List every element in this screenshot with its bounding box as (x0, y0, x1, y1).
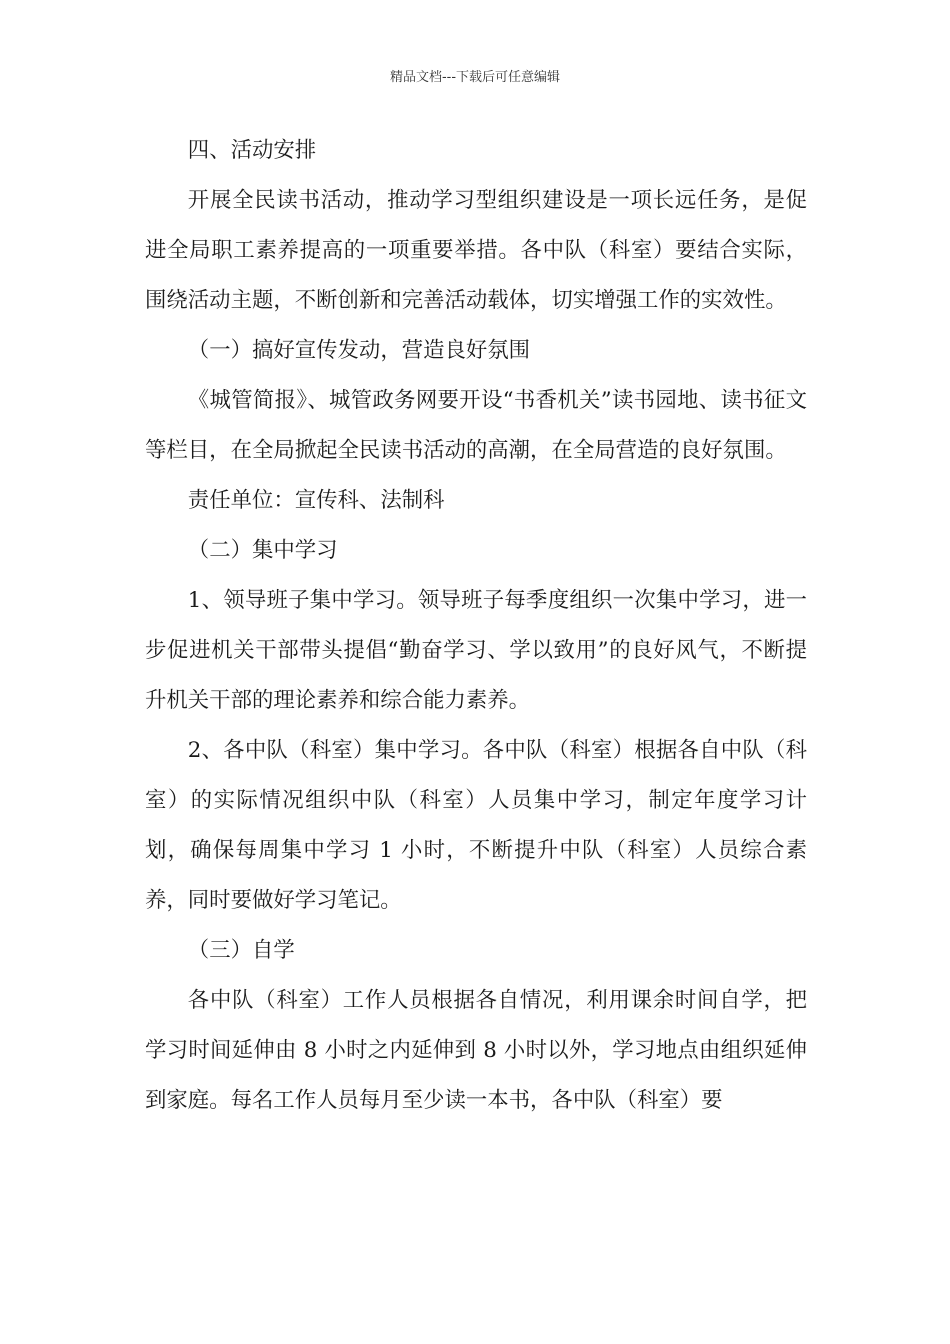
paragraph-publicity: 《城管简报》、城管政务网要开设“书香机关”读书园地、读书征文等栏目，在全局掀起全民读书活动的高潮，在全局营造的良好氛围。 (145, 388, 807, 463)
subheading-centralized-study: （二）集中学习 (187, 538, 338, 563)
paragraph-self-study: 各中队（科室）工作人员根据各自情况，利用课余时间自学，把学习时间延伸由 8 小时之内延伸到 8 小时以外，学习地点由组织延伸到家庭。每名工作人员每月至少读一本书，各中队（科室）要 (145, 988, 807, 1113)
page-header: 精品文档---下载后可任意编辑 (389, 70, 561, 85)
subheading-self-study: （三）自学 (187, 938, 295, 963)
paragraph-responsible-units: 责任单位：宣传科、法制科 (187, 488, 445, 513)
section-heading-activity-arrangement: 四、活动安排 (187, 138, 317, 163)
paragraph-intro: 开展全民读书活动，推动学习型组织建设是一项长远任务，是促进全局职工素养提高的一项重要举措。各中队（科室）要结合实际，围绕活动主题，不断创新和完善活动载体，切实增强工作的实效性。 (145, 188, 807, 313)
document-body (145, 126, 807, 1126)
paragraph-team-study: 2、各中队（科室）集中学习。各中队（科室）根据各自中队（科室）的实际情况组织中队（科室）人员集中学习，制定年度学习计划，确保每周集中学习 1 小时，不断提升中队（科室）人员综合素养，同时要做好学习笔记。 (145, 738, 807, 913)
paragraph-leadership-study: 1、领导班子集中学习。领导班子每季度组织一次集中学习，进一步促进机关干部带头提倡“勤奋学习、学以致用”的良好风气，不断提升机关干部的理论素养和综合能力素养。 (145, 588, 807, 713)
subheading-publicity: （一）搞好宣传发动，营造良好氛围 (187, 338, 531, 363)
